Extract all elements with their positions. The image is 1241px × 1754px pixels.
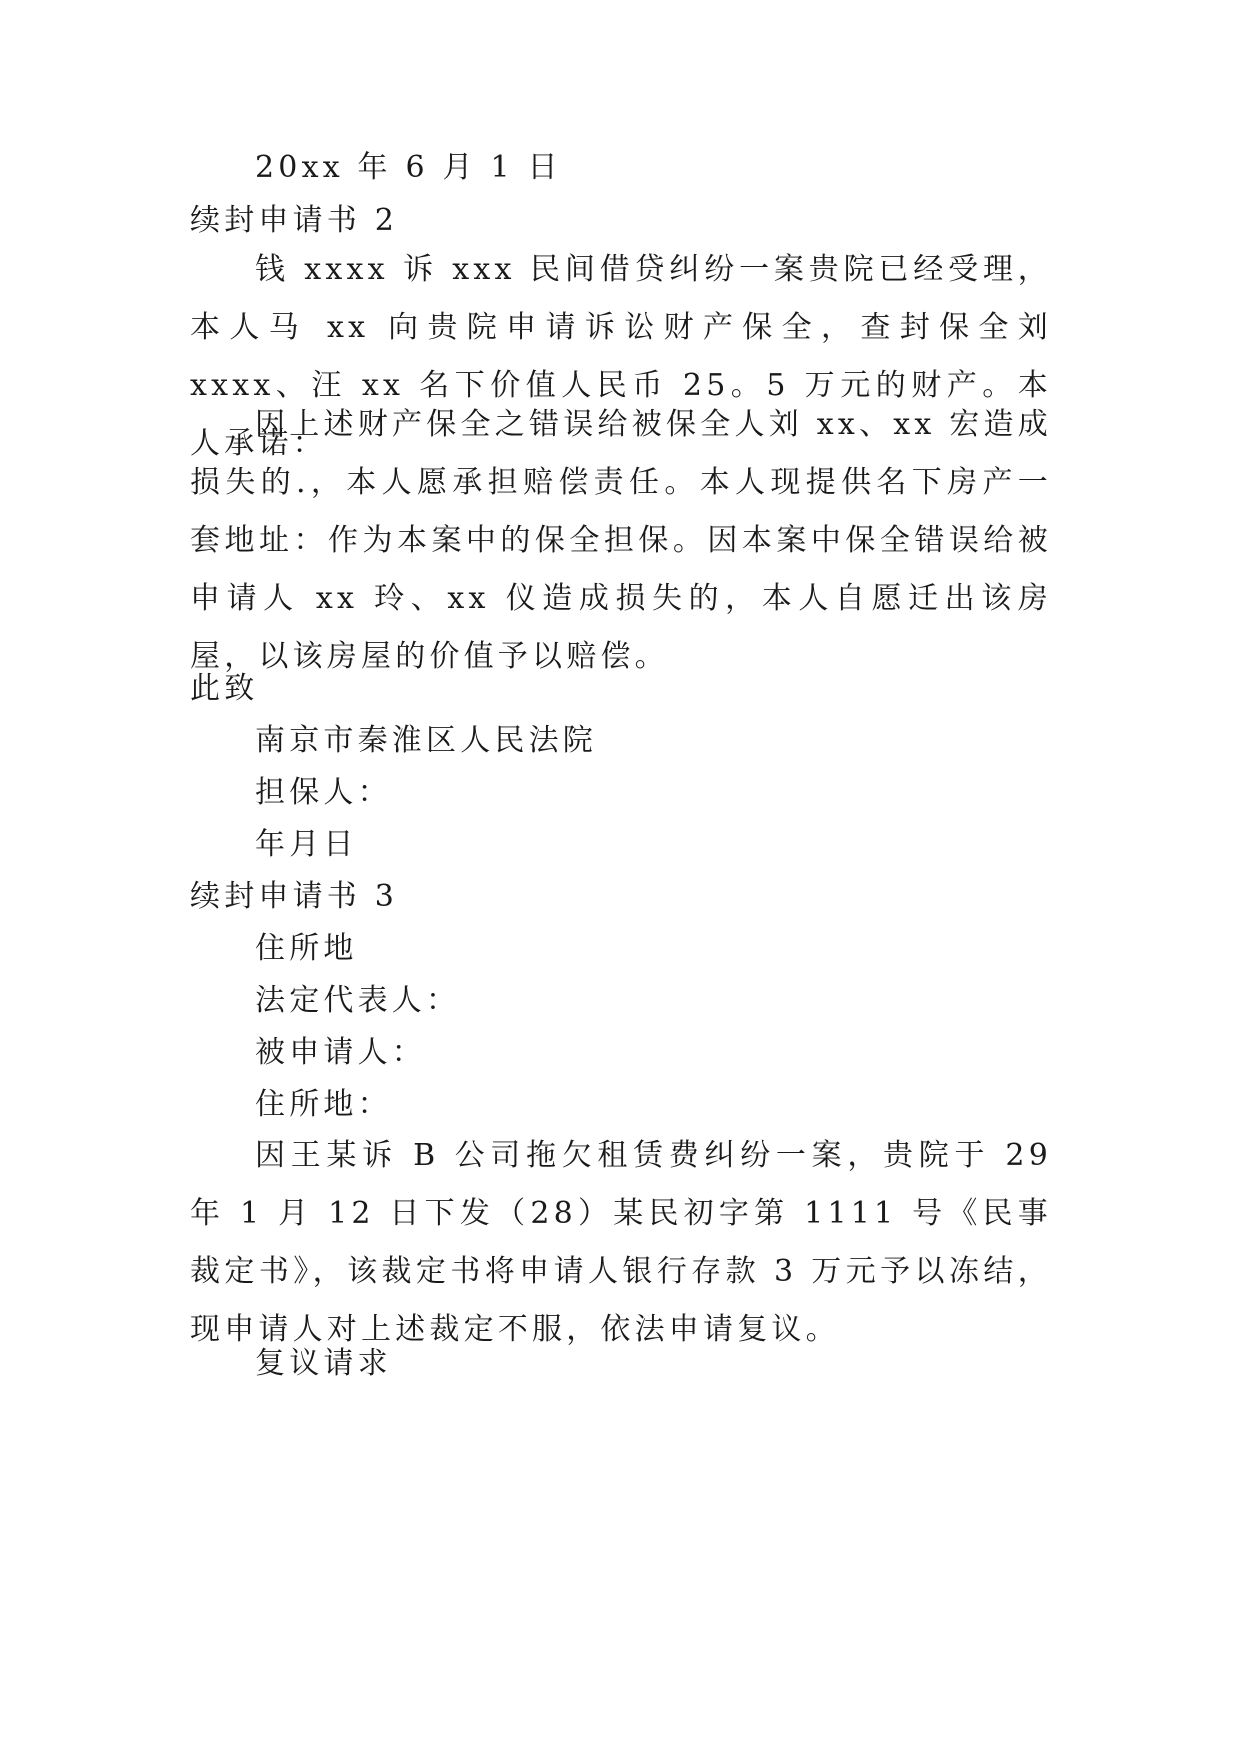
heading-application-2: 续封申请书 2 [190, 203, 399, 238]
paragraph-guarantee-commitment: 因上述财产保全之错误给被保全人刘 xx、xx 宏造成损失的.，本人愿承担赔偿责任。本人现提供名下房产一套地址：作为本案中的保全担保。因本案中保全错误给被申请人 xx 玲、xx 仪造成损失的，本人自愿迁出该房屋，以该房屋的价值予以赔偿。 [190, 407, 1052, 674]
paragraph-preservation-request: 钱 xxxx 诉 xxx 民间借贷纠纷一案贵院已经受理，本人马 xx 向贵院申请诉讼财产保全，查封保全刘 xxxx、汪 xx 名下价值人民币 25。5 万元的财产。本人承诺： [190, 252, 1052, 461]
residence-label: 住所地 [255, 931, 358, 966]
paragraph-reconsideration: 因王某诉 B 公司拖欠租赁费纠纷一案，贵院于 29 年 1 月 12 日下发（28）某民初字第 1111 号《民事裁定书》，该裁定书将申请人银行存款 3 万元予以冻结，现申请人对上述裁定不服，依法申请复议。 [190, 1138, 1052, 1347]
respondent-residence-label: 住所地： [255, 1087, 392, 1122]
date-placeholder: 年月日 [255, 827, 358, 862]
respondent-label: 被申请人： [255, 1035, 426, 1070]
legal-representative-label: 法定代表人： [255, 983, 461, 1018]
court-name: 南京市秦淮区人民法院 [255, 723, 597, 758]
heading-application-3: 续封申请书 3 [190, 879, 399, 914]
guarantor-label: 担保人： [255, 775, 392, 810]
review-request-heading: 复议请求 [255, 1346, 392, 1381]
date-line: 20xx 年 6 月 1 日 [255, 150, 562, 185]
closing-cizhi: 此致 [190, 671, 259, 706]
